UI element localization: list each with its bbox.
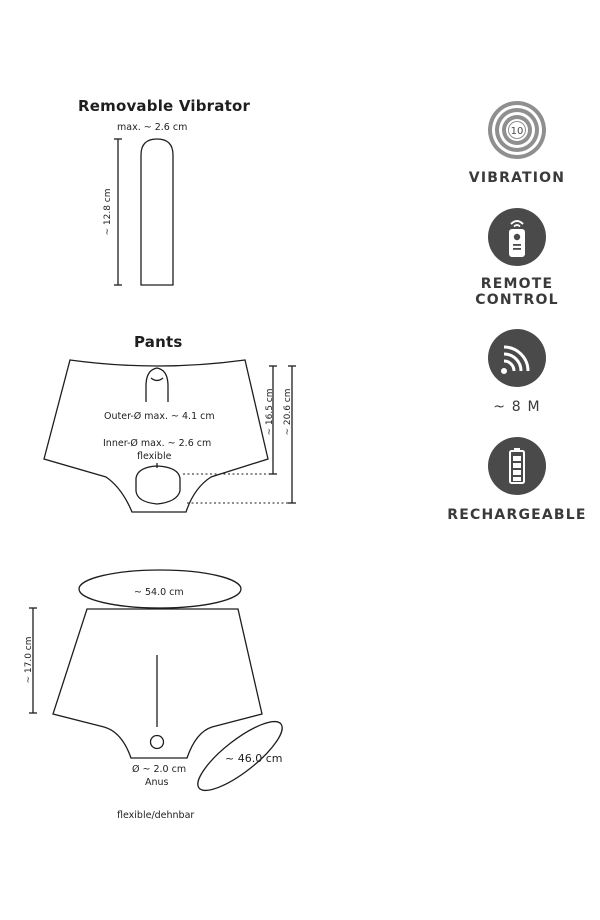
pants-height-short: ~ 16.5 cm: [265, 388, 275, 436]
wireless-icon: [487, 328, 547, 388]
pants-height-long: ~ 20.6 cm: [283, 388, 293, 436]
vibrator-title: Removable Vibrator: [78, 97, 251, 115]
vibration-icon: [487, 100, 547, 160]
briefs-anus-diameter: Ø ~ 2.0 cm: [132, 764, 187, 775]
vibration-label: VIBRATION: [468, 170, 566, 186]
vibrator-length-label: ~ 12.8 cm: [103, 188, 113, 236]
briefs-height-label: ~ 17.0 cm: [24, 636, 34, 684]
pants-inner-diameter: Inner-Ø max. ~ 2.6 cm: [103, 438, 212, 449]
vibrator-max-diameter: max. ~ 2.6 cm: [117, 122, 188, 133]
pants-outer-diameter: Outer-Ø max. ~ 4.1 cm: [104, 411, 215, 422]
briefs-anus-label: Anus: [145, 777, 169, 788]
remote-control-icon: [487, 207, 547, 267]
remote-label-line1: REMOTE: [480, 276, 554, 292]
pants-flexible: flexible: [137, 451, 172, 462]
briefs-waist-label: ~ 54.0 cm: [134, 587, 184, 598]
briefs-footnote: flexible/dehnbar: [117, 810, 195, 821]
briefs-leg-opening-label: ~ 46.0 cm: [225, 752, 283, 765]
pants-title: Pants: [134, 333, 183, 351]
remote-label-line2: CONTROL: [475, 292, 559, 308]
anus-hole: [151, 736, 164, 749]
battery-icon: [487, 436, 547, 496]
range-label: ~ 8 M: [493, 399, 541, 415]
vibration-level-text: 10: [510, 126, 524, 137]
rechargeable-label: RECHARGEABLE: [447, 507, 587, 523]
